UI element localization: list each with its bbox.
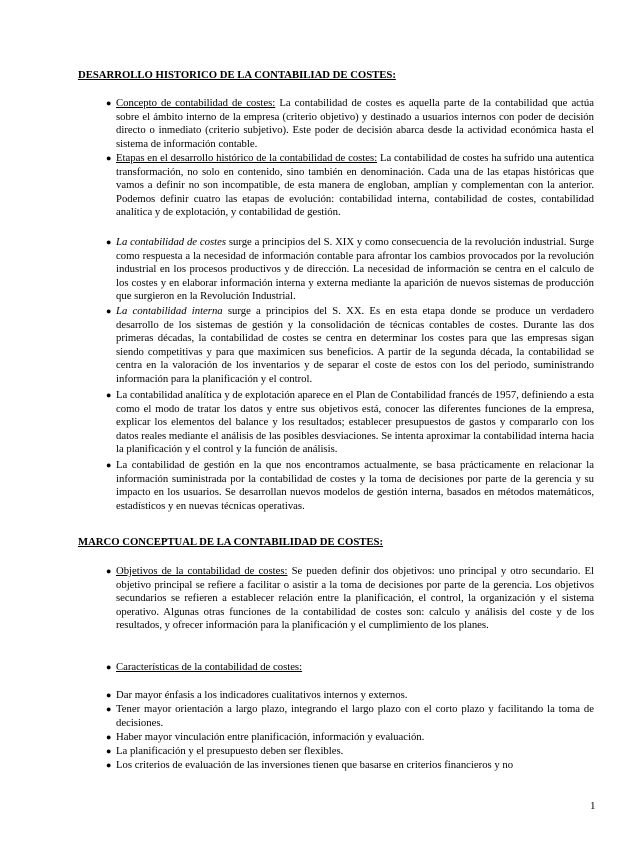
bullet-lead: La contabilidad interna [116,305,223,317]
bullet-icon: ● [106,732,112,742]
page-number: 1 [590,800,596,812]
bullet-contabilidad-interna [106,305,595,387]
bullet-icon: ● [106,690,112,700]
bullet-lead: Características de la contabilidad de costes: [116,661,303,673]
bullet-icon: ● [106,237,112,247]
bullet-icon: ● [106,746,112,756]
bullet-icon: ● [106,153,112,163]
bullet-text: La planificación y el presupuesto deben ser flexibles. [116,745,344,757]
bullet-vinculacion [106,731,594,745]
bullet-lead: La contabilidad de costes [116,236,226,248]
bullet-icon: ● [106,566,112,576]
bullet-analitica [106,389,594,457]
bullet-text: Los criterios de evaluación de las inversiones tienen que basarse en criterios financieros y no [116,759,514,771]
section-heading-historical-development: DESARROLLO HISTORICO DE LA CONTABILIAD DE COSTES: [78,69,396,81]
bullet-icon: ● [106,98,112,108]
bullet-lead: Concepto de contabilidad de costes: [116,97,276,109]
bullet-text: La contabilidad de costes ha sufrido una autentica transformación, no solo en contenido, sino también en denominación. Cada una de las etapas históricas que vamos a definir no son incompatible, de esta manera de engloban, amplían y complementan con la anterior. Podemos definir cuatro las etapas de evolución: contabilidad interna, contabilidad de costes, contabilidad analítica y de explotación, y contabilidad de gestión. [116,152,595,219]
bullet-enfasis [106,689,594,703]
bullet-lead: Etapas en el desarrollo histórico de la contabilidad de costes: [116,152,378,164]
bullet-text: Se pueden definir dos objetivos: uno principal y otro secundario. El objetivo principal se refiere a facilitar o asistir a la toma de decisiones por parte de la gerencia. Los objetivos secundarios se refieren a establecer relación entre la planificación, el control, la organización y el sistema operativo. Algunas otras funciones de la contabilidad de costes son: calculo y análisis del coste y de los resultados, y ofrecer información para la planificación y el cumplimiento de los planes. [116,565,594,632]
bullet-etapas [106,152,595,220]
bullet-gestion [106,459,594,513]
bullet-icon: ● [106,390,112,400]
bullet-objetivos [106,565,594,633]
bullet-caracteristicas [106,661,594,675]
bullet-text: La contabilidad de costes es aquella parte de la contabilidad que actúa sobre el ámbito interno de la empresa (criterio objetivo) y destinado a usuarios internos con poder de decisión directo o inmediato (criterio subjetivo). Este poder de decisión abarca desde la actividad económica hasta el sistema de información contable. [116,97,594,150]
bullet-text: Tener mayor orientación a largo plazo, integrando el largo plazo con el corto plazo y facilitando la toma de decisiones. [116,703,594,729]
section-heading-conceptual-framework: MARCO CONCEPTUAL DE LA CONTABILIDAD DE COSTES: [78,536,384,548]
bullet-text: La contabilidad analítica y de explotación aparece en el Plan de Contabilidad francés de 1957, definiendo a esta como el modo de tratar los datos y entre sus objetivos está, conocer las diferentes funciones de la empresa, explicar los elementos del balance y los resultados; establecer presupuestos de gastos y compararlo con los datos reales mediante el análisis de las posibles desviaciones. Se intenta aproximar la contabilidad interna hacia la planificación y el control y la función de análisis. [116,389,594,456]
bullet-text: Haber mayor vinculación entre planificación, información y evaluación. [116,731,425,743]
bullet-orientacion [106,703,594,730]
bullet-text: La contabilidad de gestión en la que nos encontramos actualmente, se basa prácticamente en relacionar la información suministrada por la contabilidad de costes y la toma de decisiones por parte de la gerencia y su impacto en los usuarios. Se desarrollan nuevos modelos de gestión interna, basados en métodos matemáticos, estadísticos y en nuevas técnicas operativas. [116,459,594,512]
bullet-icon: ● [106,306,112,316]
bullet-icon: ● [106,662,112,672]
bullet-icon: ● [106,760,112,770]
bullet-text: surge a principios del S. XX. Es en esta etapa donde se produce un verdadero desarrollo de los sistemas de gestión y la consolidación de técnicas contables de costes. Durante las dos primeras décadas, la contabilidad de costes se centra en determinar los costes para que las empresas sigan siendo competitivas y para que maximicen sus beneficios. A partir de la segunda década, la contabilidad se centra en la valoración de los inventarios y de separar el coste de estos con los del periodo, suministrando información para la planificación y el control. [116,305,595,385]
bullet-criterios [106,759,594,773]
bullet-icon: ● [106,460,112,470]
bullet-lead: Objetivos de la contabilidad de costes: [116,565,288,577]
bullet-text: surge a principios del S. XIX y como consecuencia de la revolución industrial. Surge como respuesta a la necesidad de información contable para afrontar los cambios provocados por la revolución industrial en los procesos productivos y de dirección. La necesidad de información se centra en el calculo de los costes y en elaborar información interna y externa mediante la aparición de nuevos sistemas de producción que surgieron en la Revolución Industrial. [116,236,594,303]
bullet-concepto [106,97,594,151]
bullet-flexibles [106,745,594,759]
bullet-text: Dar mayor énfasis a los indicadores cualitativos internos y externos. [116,689,408,701]
bullet-contabilidad-costes [106,236,594,304]
bullet-icon: ● [106,704,112,714]
